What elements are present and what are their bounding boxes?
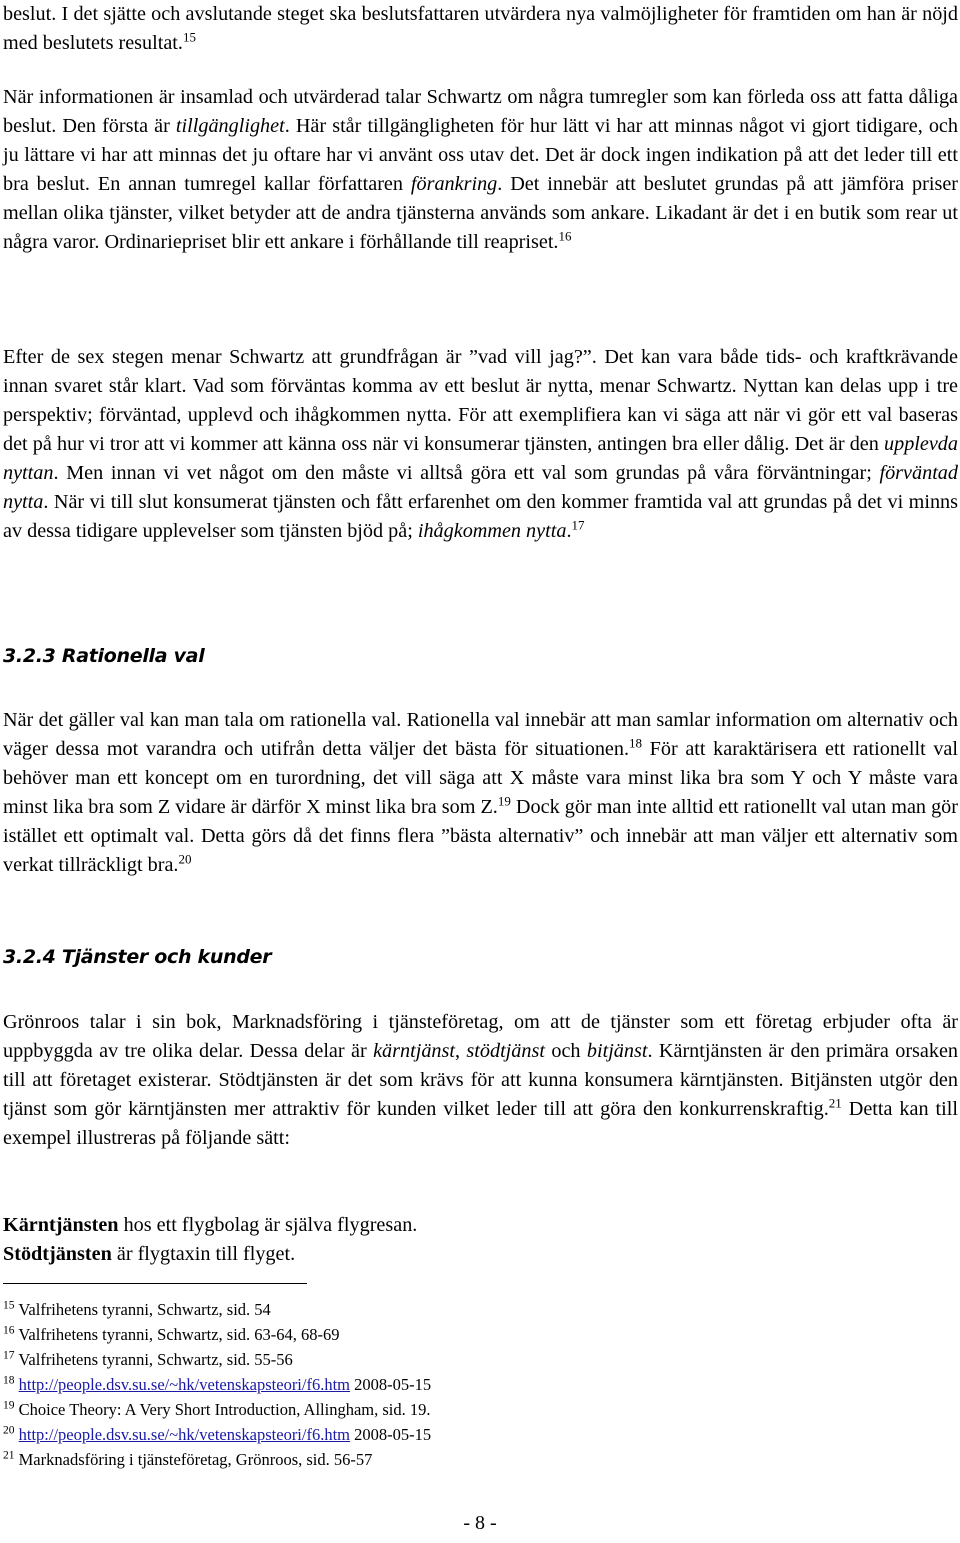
- footnote-number: 16: [3, 1324, 15, 1337]
- footnote-ref-20[interactable]: 20: [178, 851, 192, 867]
- footnote-ref-19[interactable]: 19: [497, 793, 511, 809]
- paragraph-decision-steps: [3, 0, 958, 58]
- paragraph-text: Efter de sex stegen menar Schwartz att grundfrågan är ”vad vill jag?”. Det kan vara både tids- och kraftkrävande innan svaret står klart. Vad som förväntas komma av ett beslut är nytta, menar Schwartz. Nyttan kan delas upp i tre perspektiv; förväntad, upplevd och ihågkommen nytta. För att exemplifiera kan vi säga att när vi gör ett val baseras det på hur vi tror att vi kommer att känna oss när vi konsumerar tjänsten, antingen bra eller dålig. Det är den: [3, 346, 958, 455]
- definition-term: Kärntjänsten: [3, 1214, 119, 1236]
- footnote-19: [3, 1397, 703, 1422]
- paragraph-text: Dock gör man inte alltid ett rationellt val utan man gör istället ett optimalt val. Detta görs då det finns flera ”bästa alternativ” och innebär att man väljer ett alternativ som verkat tillräckligt bra.: [3, 796, 958, 876]
- section-heading-tjanster-och-kunder: 3.2.4 Tjänster och kunder: [3, 946, 272, 968]
- term-upplevda-nyttan: upplevda nyttan: [3, 433, 958, 484]
- definition-text: är flygtaxin till flyget.: [111, 1243, 296, 1265]
- paragraph-text: och: [544, 1040, 587, 1062]
- footnote-ref-17[interactable]: 17: [571, 517, 585, 533]
- footnote-18: [3, 1372, 703, 1397]
- paragraph-text: . Det innebär att beslutet grundas på att jämföra priser mellan olika tjänster, vilket betyder att de andra tjänsterna används som ankare. Likadant är det i en butik som rear ut några varor. Ordinariepriset blir ett ankare i förhållande till reapriset.: [3, 173, 958, 253]
- footnote-text: Valfrihetens tyranni, Schwartz, sid. 55-56: [18, 1350, 293, 1369]
- definition-term: Stödtjänsten: [3, 1243, 112, 1265]
- section-heading-rationella-val: 3.2.3 Rationella val: [3, 645, 205, 667]
- paragraph-rules-of-thumb: [3, 83, 958, 257]
- paragraph-text: När informationen är insamlad och utvärderad talar Schwartz om några tumregler som kan förleda oss att fatta dåliga beslut. Den första är: [3, 86, 958, 137]
- footnote-17: [3, 1347, 703, 1372]
- paragraph-services: [3, 1008, 958, 1153]
- footnote-15: [3, 1297, 703, 1322]
- footnote-number: 17: [3, 1349, 15, 1362]
- term-forvantad-nytta: förväntad nytta: [3, 462, 958, 513]
- paragraph-text: ,: [454, 1040, 467, 1062]
- paragraph-text: När det gäller val kan man tala om rationella val. Rationella val innebär att man samlar information om alternativ och väger dessa mot varandra och utifrån detta väljer det bästa för situationen.: [3, 709, 958, 760]
- page-number: - 8 -: [463, 1512, 497, 1534]
- footnote-number: 15: [3, 1299, 15, 1312]
- paragraph-text: beslut. I det sjätte och avslutande steget ska beslutsfattaren utvärdera nya valmöjligheter för framtiden om han är nöjd med beslutets resultat.: [3, 3, 958, 54]
- definition-list: [3, 1211, 417, 1269]
- footnote-link[interactable]: http://people.dsv.su.se/~hk/vetenskapsteori/f6.htm: [18, 1375, 351, 1394]
- footnote-ref-15[interactable]: 15: [182, 29, 196, 45]
- footnote-separator: [3, 1283, 307, 1284]
- paragraph-text: . När vi till slut konsumerat tjänsten och fått erfarenhet om den kommer framtida val att grundas på det vi minns av dessa tidigare upplevelser som tjänsten bjöd på;: [3, 491, 958, 542]
- footnote-ref-21[interactable]: 21: [828, 1095, 842, 1111]
- definition-item: [3, 1240, 417, 1269]
- footnote-ref-18[interactable]: 18: [629, 735, 643, 751]
- term-karntjanst: kärntjänst: [373, 1040, 455, 1062]
- footnote-text: Valfrihetens tyranni, Schwartz, sid. 63-64, 68-69: [18, 1325, 340, 1344]
- footnote-20: [3, 1422, 703, 1447]
- definition-item: [3, 1211, 417, 1240]
- footnote-text: Valfrihetens tyranni, Schwartz, sid. 54: [18, 1300, 271, 1319]
- paragraph-text: . Kärntjänsten är den primära orsaken till att företaget existerar. Stödtjänsten är det som krävs för att kunna konsumera kärntjänsten. Bitjänsten utgör den tjänst som gör kärntjänsten mer attraktiv för kunden vilket leder till att göra den konkurrenskraftig.: [3, 1040, 959, 1120]
- definition-text: hos ett flygbolag är själva flygresan.: [118, 1214, 418, 1236]
- paragraph-text: Detta kan till exempel illustreras på följande sätt:: [3, 1098, 958, 1149]
- footnote-text: Marknadsföring i tjänsteföretag, Grönroos, sid. 56-57: [18, 1450, 373, 1469]
- footnote-link[interactable]: http://people.dsv.su.se/~hk/vetenskapsteori/f6.htm: [18, 1425, 351, 1444]
- paragraph-text: . Men innan vi vet något om den måste vi alltså göra ett val som grundas på våra förväntningar;: [53, 462, 880, 484]
- footnote-ref-16[interactable]: 16: [558, 228, 572, 244]
- footnote-text: Choice Theory: A Very Short Introduction, Allingham, sid. 19.: [18, 1400, 431, 1419]
- term-ihagkommen-nytta: ihågkommen nytta: [417, 520, 567, 542]
- term-tillganglighet: tillgänglighet: [175, 115, 285, 137]
- footnote-21: [3, 1447, 703, 1472]
- footnote-number: 19: [3, 1399, 15, 1412]
- term-forankring: förankring: [410, 173, 498, 195]
- footnote-number: 20: [3, 1424, 15, 1437]
- paragraph-text: .: [566, 520, 572, 542]
- footnote-date: 2008-05-15: [350, 1375, 432, 1394]
- paragraph-text: . Här står tillgängligheten för hur lätt vi har att minnas något vi gjort tidigare, och ju lättare vi har att minnas det ju oftare har vi använt oss utav det. Det är dock ingen indikation på att det leder till ett bra beslut. En annan tumregel kallar författaren: [3, 115, 958, 195]
- paragraph-text: Grönroos talar i sin bok, Marknadsföring i tjänsteföretag, om att de tjänster som ett företag erbjuder ofta är uppbyggda av tre olika delar. Dessa delar är: [3, 1011, 958, 1062]
- footnotes: [3, 1297, 703, 1472]
- paragraph-text: För att karaktärisera ett rationellt val behöver man ett koncept om en turordning, det vill säga att X måste vara minst lika bra som Y och Y måste vara minst lika bra som Z vidare är därför X minst lika bra som Z.: [3, 738, 958, 818]
- footnote-16: [3, 1322, 703, 1347]
- footnote-date: 2008-05-15: [350, 1425, 432, 1444]
- term-stodtjanst: stödtjänst: [466, 1040, 545, 1062]
- paragraph-rational-choice: [3, 706, 958, 880]
- paragraph-utility: [3, 343, 958, 546]
- footnote-number: 21: [3, 1449, 15, 1462]
- footnote-number: 18: [3, 1374, 15, 1387]
- term-bitjanst: bitjänst: [586, 1040, 648, 1062]
